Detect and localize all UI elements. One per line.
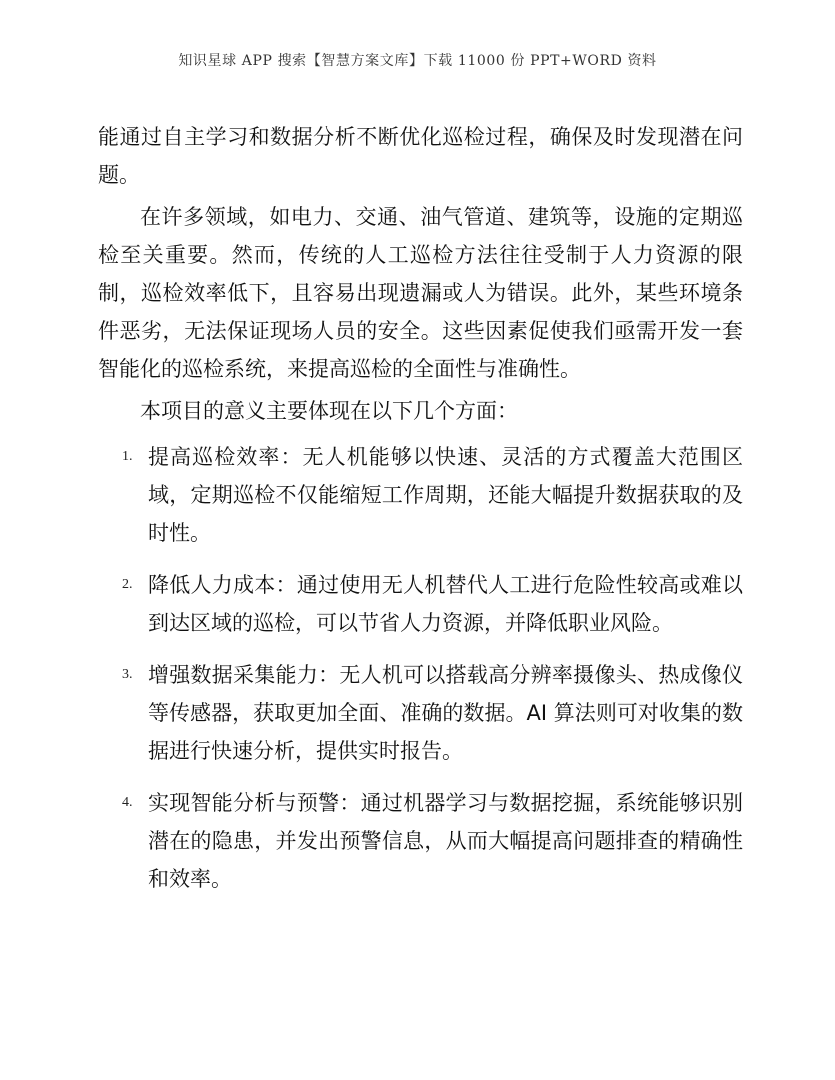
list-item-text: 提高巡检效率：无人机能够以快速、灵活的方式覆盖大范围区域，定期巡检不仅能缩短工作周期，还能大幅提升数据获取的及时性。	[148, 445, 743, 545]
list-item-number: 2.	[122, 577, 133, 592]
paragraph-background: 在许多领域，如电力、交通、油气管道、建筑等，设施的定期巡检至关重要。然而，传统的人工巡检方法往往受制于人力资源的限制，巡检效率低下，且容易出现遗漏或人为错误。此外，某些环境条件恶劣，无法保证现场人员的安全。这些因素促使我们亟需开发一套智能化的巡检系统，来提高巡检的全面性与准确性。	[98, 205, 743, 381]
list-item	[98, 438, 743, 552]
list-item-text: 实现智能分析与预警：通过机器学习与数据挖掘，系统能够识别潜在的隐患，并发出预警信息，从而大幅提高问题排查的精确性和效率。	[148, 791, 743, 891]
list-item	[98, 784, 743, 898]
list-item-number: 4.	[122, 795, 133, 810]
paragraph-continuation: 能通过自主学习和数据分析不断优化巡检过程，确保及时发现潜在问题。	[98, 125, 743, 187]
list-item-number: 1.	[122, 449, 133, 464]
paragraph-significance-intro: 本项目的意义主要体现在以下几个方面：	[140, 399, 518, 423]
list-item	[98, 656, 743, 770]
page-header: 知识星球 APP 搜索【智慧方案文库】下载 11000 份 PPT+WORD 资料	[178, 53, 657, 69]
list-item	[98, 566, 743, 642]
significance-list	[98, 438, 743, 898]
document-body	[98, 118, 743, 912]
list-item-number: 3.	[122, 667, 133, 682]
list-item-text: 增强数据采集能力：无人机可以搭载高分辨率摄像头、热成像仪等传感器，获取更加全面、准确的数据。AI 算法则可对收集的数据进行快速分析，提供实时报告。	[148, 663, 743, 763]
list-item-text: 降低人力成本：通过使用无人机替代人工进行危险性较高或难以到达区域的巡检，可以节省人力资源，并降低职业风险。	[148, 573, 743, 635]
